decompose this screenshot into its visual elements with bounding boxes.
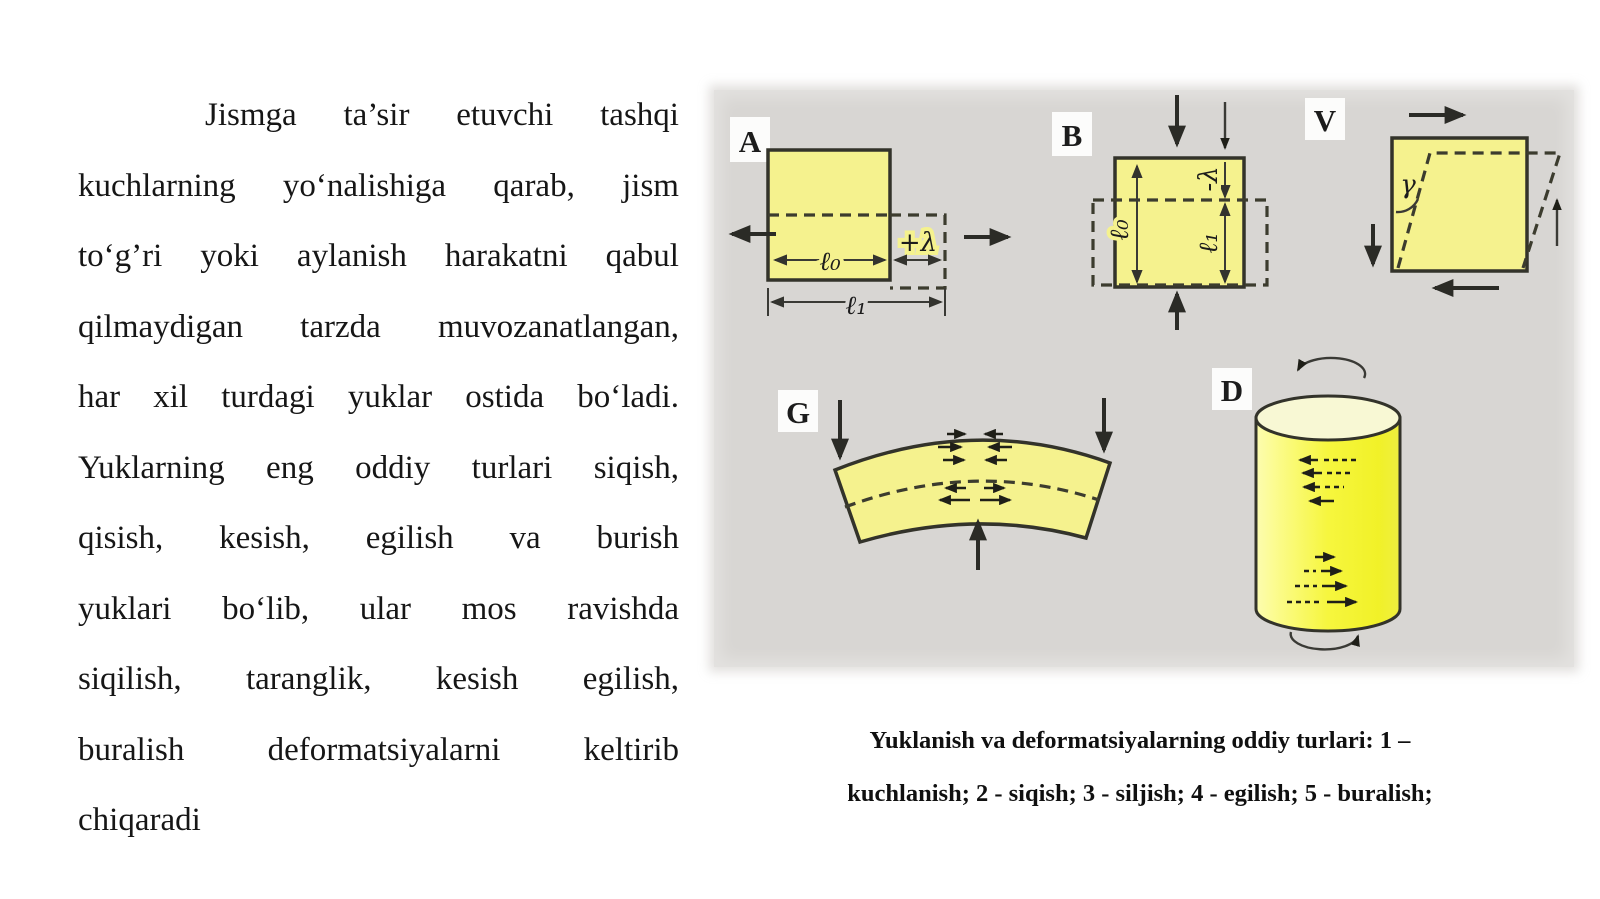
torsion-cylinder-top	[1256, 396, 1400, 440]
bending-beam	[835, 440, 1110, 542]
panel-label-v: V	[1313, 103, 1337, 138]
torsion-rotation-arrow-top	[1298, 358, 1365, 378]
paragraph-line: qisish, kesish, egilish va burish	[78, 520, 679, 556]
panel-label-g: G	[785, 395, 811, 430]
torsion-cylinder-body	[1256, 418, 1400, 631]
figure-panel	[714, 90, 1574, 667]
panel-label-d: D	[1220, 373, 1244, 408]
label-l1: ℓ₁	[845, 291, 867, 321]
panel-label-a: A	[738, 124, 762, 159]
paragraph-line: Yuklarning eng oddiy turlari siqish,	[78, 449, 679, 486]
label-l1: ℓ₁	[1194, 232, 1224, 254]
torsion-rotation-arrow-bottom	[1291, 632, 1358, 649]
caption-line-2: kuchlanish; 2 - siqish; 3 - siljish; 4 - egilish; 5 - buralish;	[847, 780, 1433, 807]
diagram-bending	[778, 390, 1110, 570]
paragraph-line: qilmaydigan tarzda muvozanatlangan,	[78, 308, 679, 345]
diagram-compression	[1052, 95, 1267, 330]
panel-label-b: B	[1061, 118, 1083, 153]
caption-line-1: Yuklanish va deformatsiyalarning oddiy turlari: 1 –	[869, 727, 1411, 754]
label-l0: ℓ₀	[819, 247, 841, 277]
paragraph-line: buralish deformatsiyalarni keltirib	[78, 731, 679, 768]
shear-block	[1392, 138, 1527, 271]
diagram-tension	[730, 117, 1008, 321]
diagram-shear	[1305, 98, 1560, 288]
paragraph-line: to‘g’ri yoki aylanish harakatni qabul	[78, 238, 679, 274]
label-minus-lambda: -λ	[1194, 166, 1224, 192]
figure-caption	[700, 714, 1580, 820]
body-paragraph	[78, 80, 679, 856]
diagram-torsion	[1212, 358, 1400, 649]
paragraph-line: Jismga ta’sir etuvchi tashqi	[205, 97, 679, 133]
loads-deformations-figure	[714, 90, 1574, 667]
paragraph-line: chiqaradi	[78, 802, 201, 838]
paragraph-line: yuklari bo‘lib, ular mos ravishda	[78, 590, 679, 627]
paragraph-line: har xil turdagi yuklar ostida bo‘ladi.	[78, 379, 679, 415]
label-plus-lambda: +λ	[898, 228, 938, 258]
paragraph-line: kuchlarning yo‘nalishiga qarab, jism	[78, 167, 679, 204]
paragraph-line: siqilish, taranglik, kesish egilish,	[78, 661, 679, 697]
label-gamma: γ	[1400, 170, 1416, 200]
label-l0: ℓ₀	[1105, 219, 1135, 241]
